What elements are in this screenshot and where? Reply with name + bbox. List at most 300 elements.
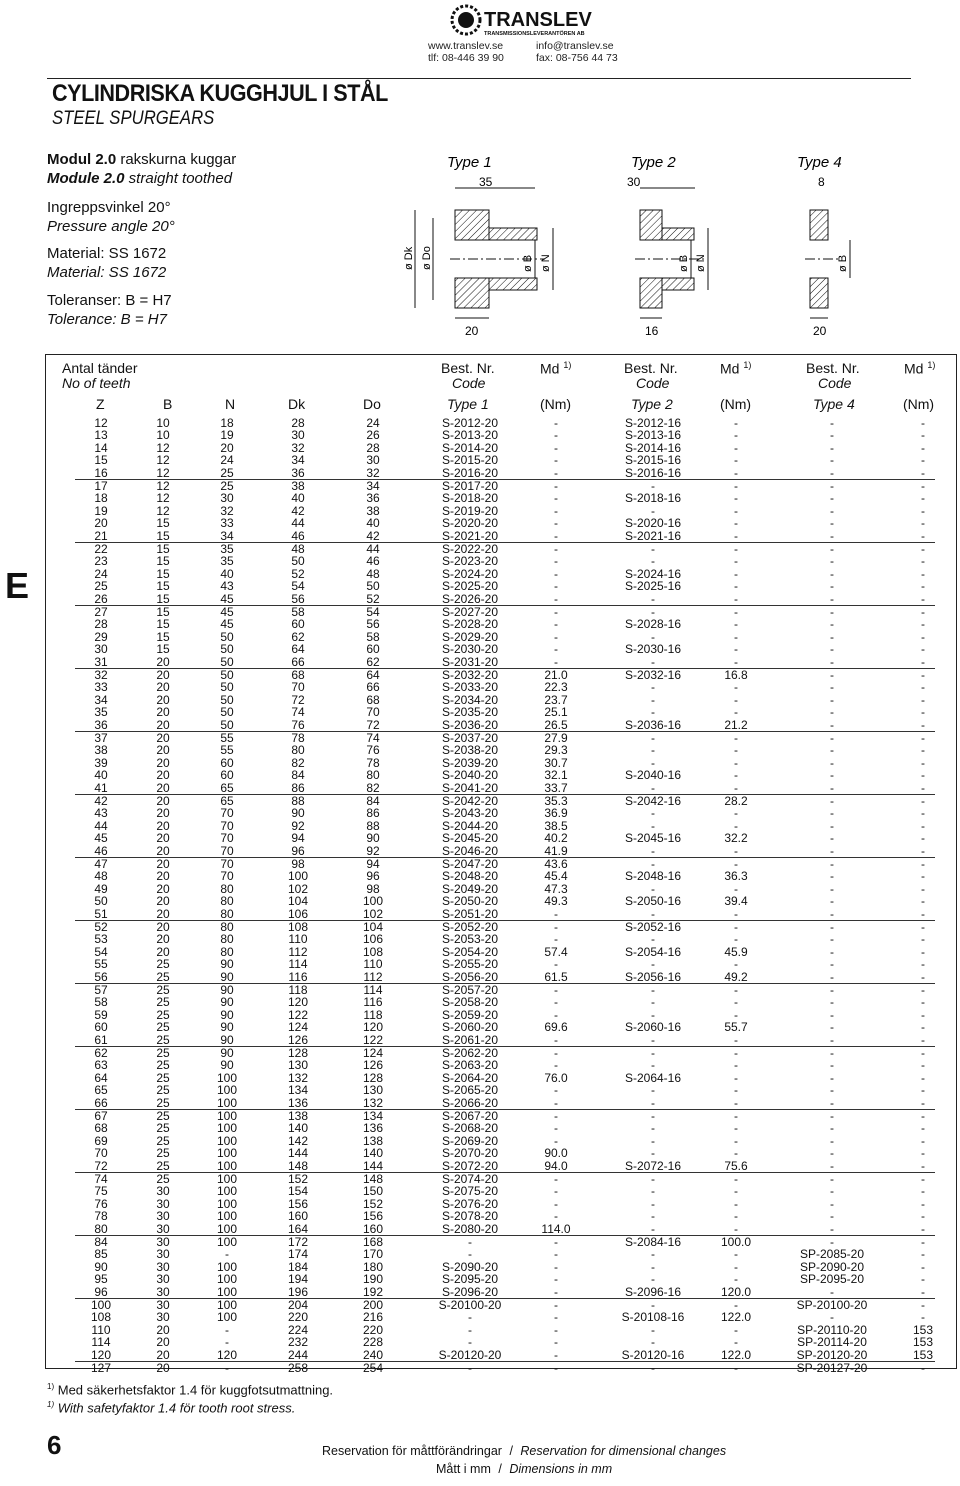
table-cell: 144 — [362, 1158, 384, 1173]
table-cell: 120 — [216, 1347, 238, 1362]
table-cell: S-2025-20 — [441, 579, 499, 594]
table-cell: - — [651, 591, 655, 606]
table-cell: - — [651, 1184, 655, 1199]
table-cell: 82 — [366, 780, 380, 795]
table-cell: 20 — [156, 780, 170, 795]
table-cell: 80 — [291, 743, 305, 758]
table-cell: 100 — [216, 1083, 238, 1098]
table-cell: - — [554, 1259, 558, 1274]
table-cell: 76 — [291, 717, 305, 732]
table-cell: - — [921, 869, 925, 884]
table-cell: 92 — [366, 843, 380, 858]
table-cell: - — [554, 1184, 558, 1199]
table-cell: S-2070-20 — [441, 1146, 499, 1161]
phone-text: tlf: 08-446 39 90 — [428, 52, 504, 64]
table-row — [46, 845, 956, 858]
table-cell: 50 — [291, 554, 305, 569]
col-dk: Dk — [288, 396, 306, 412]
table-cell: - — [830, 705, 834, 720]
table-cell: - — [734, 1070, 738, 1085]
table-cell: S-2072-16 — [624, 1158, 682, 1173]
table-cell: 100 — [216, 1171, 238, 1186]
table-cell: - — [554, 906, 558, 921]
table-cell: S-2068-20 — [441, 1121, 499, 1136]
table-row — [46, 858, 956, 871]
table-cell: 122 — [362, 1032, 384, 1047]
table-cell: 30 — [156, 1310, 170, 1325]
table-cell: - — [921, 806, 925, 821]
table-cell: 134 — [287, 1083, 309, 1098]
table-cell: - — [651, 843, 655, 858]
code-1: Code — [452, 375, 486, 391]
table-cell: - — [830, 995, 834, 1010]
table-cell: - — [921, 642, 925, 657]
table-cell: - — [651, 743, 655, 758]
table-cell: 50 — [220, 629, 234, 644]
table-cell: - — [554, 428, 558, 443]
table-row — [46, 530, 956, 543]
table-cell: 67 — [94, 1108, 108, 1123]
table-row — [46, 883, 956, 896]
table-cell: - — [921, 1095, 925, 1110]
table-cell: - — [554, 1121, 558, 1136]
table-cell: - — [734, 1322, 738, 1337]
table-cell: 80 — [220, 944, 234, 959]
table-cell: - — [734, 1083, 738, 1098]
table-cell: S-2013-20 — [441, 428, 499, 443]
table-cell: 20 — [156, 1335, 170, 1350]
table-cell: - — [554, 642, 558, 657]
table-cell: S-20120-20 — [438, 1347, 502, 1362]
table-cell: - — [734, 1095, 738, 1110]
table-cell: - — [734, 579, 738, 594]
table-cell: S-2050-20 — [441, 894, 499, 909]
table-cell: 21 — [94, 528, 108, 543]
table-row — [46, 1198, 956, 1211]
table-cell: - — [554, 982, 558, 997]
table-cell: 25 — [156, 1007, 170, 1022]
table-cell: 130 — [362, 1083, 384, 1098]
table-cell: - — [554, 1095, 558, 1110]
table-cell: - — [921, 1272, 925, 1287]
table-cell: - — [651, 1335, 655, 1350]
table-row — [46, 618, 956, 631]
table-cell: 90 — [220, 995, 234, 1010]
table-cell: 120 — [90, 1347, 112, 1362]
table-cell: - — [921, 1284, 925, 1299]
table-cell: 38.5 — [544, 818, 568, 833]
table-cell: S-2045-20 — [441, 831, 499, 846]
table-cell: - — [554, 566, 558, 581]
table-cell: 45.9 — [724, 944, 748, 959]
table-cell: - — [830, 818, 834, 833]
table-cell: S-2056-20 — [441, 969, 499, 984]
table-cell: 128 — [287, 1045, 309, 1060]
table-cell: - — [554, 465, 558, 480]
table-cell: 100 — [216, 1184, 238, 1199]
table-cell: - — [554, 415, 558, 430]
table-cell: 100 — [216, 1209, 238, 1224]
table-cell: 55 — [220, 730, 234, 745]
table-cell: S-2058-20 — [441, 995, 499, 1010]
table-cell: 100 — [216, 1310, 238, 1325]
table-cell: 80 — [220, 906, 234, 921]
col-do: Do — [363, 396, 381, 412]
table-cell: - — [734, 995, 738, 1010]
table-cell: S-2032-16 — [624, 667, 682, 682]
table-cell: - — [734, 1184, 738, 1199]
table-cell: S-2014-20 — [441, 440, 499, 455]
table-row — [46, 568, 956, 581]
table-cell: S-2038-20 — [441, 743, 499, 758]
type1-drawing — [403, 175, 553, 338]
module-sv: Modul 2.0 rakskurna kuggar — [47, 151, 237, 168]
table-cell: S-2022-20 — [441, 541, 499, 556]
table-row — [46, 908, 956, 921]
table-cell: 120 — [287, 995, 309, 1010]
table-cell: - — [554, 1209, 558, 1224]
code-2: Code — [636, 375, 670, 391]
reservation-note: Reservation för måttförändringar / Reservation for dimensional changes — [322, 1444, 727, 1458]
table-cell: S-2024-20 — [441, 566, 499, 581]
table-cell: 98 — [291, 856, 305, 871]
table-cell: - — [830, 478, 834, 493]
table-cell: - — [830, 843, 834, 858]
table-row — [46, 681, 956, 694]
table-cell: 21.0 — [544, 667, 568, 682]
table-cell: 94 — [366, 856, 380, 871]
table-cell: - — [734, 919, 738, 934]
table-cell: - — [921, 1221, 925, 1236]
material-en: Material: SS 1672 — [47, 264, 167, 281]
svg-text:ø Dk: ø Dk — [403, 246, 415, 270]
table-cell: S-2032-20 — [441, 667, 499, 682]
svg-text:ø B: ø B — [837, 254, 849, 272]
table-row — [46, 895, 956, 908]
table-row — [46, 782, 956, 795]
table-cell: 50 — [220, 692, 234, 707]
table-row — [46, 543, 956, 556]
table-cell: 240 — [362, 1347, 384, 1362]
table-cell: - — [734, 465, 738, 480]
table-row — [46, 694, 956, 707]
table-cell: - — [651, 503, 655, 518]
table-cell: 30 — [156, 1196, 170, 1211]
table-cell: - — [651, 680, 655, 695]
teeth-header-sv: Antal tänder — [62, 360, 138, 376]
table-cell: 112 — [363, 969, 383, 984]
table-cell: 124 — [287, 1020, 309, 1035]
table-cell: - — [921, 1209, 925, 1224]
web-link[interactable]: www.translev.se — [428, 40, 504, 52]
table-cell: 66 — [94, 1095, 108, 1110]
table-cell: - — [921, 1196, 925, 1211]
table-cell: - — [830, 1020, 834, 1035]
table-row — [46, 643, 956, 656]
table-cell: 106 — [362, 932, 384, 947]
table-cell: S-2075-20 — [441, 1184, 499, 1199]
table-cell: - — [734, 566, 738, 581]
table-cell: S-2018-16 — [624, 491, 682, 506]
table-cell: S-2016-16 — [624, 465, 682, 480]
table-cell: 15 — [156, 541, 170, 556]
table-row — [46, 1286, 956, 1299]
table-cell: 76 — [94, 1196, 108, 1211]
table-cell: - — [734, 1335, 738, 1350]
table-cell: - — [734, 1146, 738, 1161]
table-cell: - — [468, 1322, 472, 1337]
table-cell: 46 — [94, 843, 108, 858]
table-cell: 48 — [366, 566, 380, 581]
table-cell: 108 — [362, 944, 384, 959]
table-cell: 98 — [366, 881, 380, 896]
table-cell: 86 — [366, 806, 380, 821]
logo-text: TRANSLEV — [484, 9, 592, 31]
table-cell: 33 — [94, 680, 108, 695]
table-cell: S-2051-20 — [441, 906, 499, 921]
table-cell: - — [921, 491, 925, 506]
table-cell: - — [651, 1221, 655, 1236]
table-cell: S-2028-16 — [624, 617, 682, 632]
table-cell: S-2057-20 — [441, 982, 499, 997]
table-cell: - — [651, 1095, 655, 1110]
table-cell: 94.0 — [544, 1158, 568, 1173]
table-cell: 22 — [94, 541, 108, 556]
table-cell: 36 — [291, 465, 305, 480]
table-cell: 40 — [94, 768, 108, 783]
table-cell: 96 — [366, 869, 380, 884]
table-cell: S-2040-20 — [441, 768, 499, 783]
table-cell: S-2055-20 — [441, 957, 499, 972]
svg-text:8: 8 — [818, 175, 825, 189]
table-cell: - — [830, 453, 834, 468]
table-cell: 15 — [156, 617, 170, 632]
table-cell: - — [651, 1322, 655, 1337]
table-cell: - — [830, 1133, 834, 1148]
col-type2: Type 2 — [631, 396, 673, 412]
table-cell: - — [921, 1184, 925, 1199]
table-cell: 44 — [366, 541, 380, 556]
table-cell: 70 — [94, 1146, 108, 1161]
table-cell: 20 — [156, 806, 170, 821]
table-cell: SP-20120-20 — [796, 1347, 868, 1362]
table-cell: - — [651, 730, 655, 745]
angle-en: Pressure angle 20° — [47, 218, 175, 235]
table-cell: - — [554, 1335, 558, 1350]
table-cell: 20 — [156, 856, 170, 871]
table-cell: 33.7 — [544, 780, 568, 795]
table-cell: - — [734, 642, 738, 657]
table-cell: - — [734, 1171, 738, 1186]
table-cell: 36 — [366, 491, 380, 506]
table-cell: - — [734, 1272, 738, 1287]
table-cell: - — [921, 1146, 925, 1161]
table-cell: - — [921, 894, 925, 909]
table-cell: S-2021-20 — [441, 528, 499, 543]
table-cell: S-2027-20 — [441, 604, 499, 619]
table-cell: - — [734, 730, 738, 745]
table-row — [46, 1009, 956, 1022]
table-cell: 15 — [156, 579, 170, 594]
table-cell: - — [651, 856, 655, 871]
table-cell: - — [554, 1247, 558, 1262]
table-cell: 70 — [220, 818, 234, 833]
table-cell: - — [830, 932, 834, 947]
table-cell: - — [554, 1133, 558, 1148]
table-cell: - — [554, 491, 558, 506]
table-cell: 30.7 — [544, 755, 568, 770]
table-cell: SP-20110-20 — [797, 1322, 867, 1337]
table-cell: 84 — [366, 793, 380, 808]
table-cell: 74 — [94, 1171, 108, 1186]
table-cell: 100.0 — [720, 1234, 752, 1249]
table-cell: 45 — [220, 617, 234, 632]
email-link[interactable]: info@translev.se — [536, 40, 614, 52]
table-cell: - — [830, 1108, 834, 1123]
table-cell: 28 — [94, 617, 108, 632]
table-cell: 124 — [362, 1045, 384, 1060]
table-cell: - — [554, 1032, 558, 1047]
table-cell: - — [830, 491, 834, 506]
table-cell: 50 — [220, 642, 234, 657]
table-cell: 25 — [156, 1020, 170, 1035]
table-cell: - — [921, 591, 925, 606]
table-cell: - — [830, 1007, 834, 1022]
table-cell: - — [554, 1310, 558, 1325]
table-cell: 80 — [220, 919, 234, 934]
table-cell: 25 — [156, 1095, 170, 1110]
table-row — [46, 669, 956, 682]
table-cell: - — [830, 541, 834, 556]
table-cell: 144 — [287, 1146, 309, 1161]
translev-logo — [450, 4, 600, 38]
table-cell: 70 — [220, 806, 234, 821]
table-cell: - — [554, 919, 558, 934]
table-cell: 35 — [220, 541, 234, 556]
table-row — [46, 1349, 956, 1362]
table-row — [46, 631, 956, 644]
table-cell: 20 — [156, 881, 170, 896]
table-cell: 54 — [366, 604, 380, 619]
table-cell: - — [921, 1007, 925, 1022]
table-cell: 122.0 — [720, 1310, 752, 1325]
table-cell: S-20100-20 — [438, 1297, 502, 1312]
table-cell: - — [830, 528, 834, 543]
table-cell: 20 — [156, 692, 170, 707]
table-cell: - — [921, 705, 925, 720]
table-cell: 180 — [362, 1259, 384, 1274]
table-cell: 102 — [287, 881, 309, 896]
table-cell: - — [651, 1171, 655, 1186]
table-cell: 82 — [291, 755, 305, 770]
table-row — [46, 1248, 956, 1261]
table-cell: S-2062-20 — [441, 1045, 499, 1060]
table-cell: S-2042-16 — [624, 793, 682, 808]
table-cell: 156 — [362, 1209, 384, 1224]
table-cell: S-2015-16 — [624, 453, 682, 468]
table-cell: 70 — [220, 831, 234, 846]
table-cell: 132 — [362, 1095, 384, 1110]
table-cell: 20 — [156, 768, 170, 783]
table-cell: 148 — [287, 1158, 309, 1173]
table-cell: 34 — [94, 692, 108, 707]
table-cell: - — [734, 415, 738, 430]
table-cell: - — [921, 692, 925, 707]
table-row — [46, 580, 956, 593]
table-cell: S-2017-20 — [441, 478, 499, 493]
table-cell: - — [921, 428, 925, 443]
table-cell: 94 — [291, 831, 305, 846]
table-cell: 90 — [220, 969, 234, 984]
table-row — [46, 971, 956, 984]
table-cell: 20 — [156, 894, 170, 909]
table-cell: - — [830, 667, 834, 682]
table-cell: 134 — [362, 1108, 384, 1123]
table-cell: 20 — [156, 1347, 170, 1362]
table-cell: 76.0 — [544, 1070, 568, 1085]
table-cell: - — [734, 528, 738, 543]
table-cell: 132 — [287, 1070, 309, 1085]
table-cell: - — [830, 503, 834, 518]
table-cell: - — [554, 957, 558, 972]
table-cell: 12 — [94, 415, 108, 430]
table-cell: 15 — [156, 516, 170, 531]
table-cell: 40 — [366, 516, 380, 531]
table-cell: - — [651, 1007, 655, 1022]
contact-mail — [536, 40, 618, 64]
table-cell: 90 — [94, 1259, 108, 1274]
table-cell: - — [734, 692, 738, 707]
table-cell: - — [734, 780, 738, 795]
table-cell: - — [651, 780, 655, 795]
table-cell: - — [734, 1121, 738, 1136]
table-cell: - — [651, 1121, 655, 1136]
table-cell: - — [921, 465, 925, 480]
table-cell: S-2048-20 — [441, 869, 499, 884]
table-row — [46, 870, 956, 883]
table-cell: - — [734, 491, 738, 506]
table-cell: 42 — [366, 528, 380, 543]
table-row — [46, 1034, 956, 1047]
table-row — [46, 820, 956, 833]
table-cell: 50 — [220, 680, 234, 695]
table-row — [46, 593, 956, 606]
table-cell: 80 — [220, 881, 234, 896]
table-cell: - — [921, 503, 925, 518]
table-cell: - — [734, 1209, 738, 1224]
table-cell: S-2078-20 — [441, 1209, 499, 1224]
table-row — [46, 1273, 956, 1286]
table-cell: 85 — [94, 1247, 108, 1262]
tolerance-sv: Toleranser: B = H7 — [47, 292, 172, 309]
table-cell: S-2049-20 — [441, 881, 499, 896]
contact-web — [428, 40, 504, 64]
table-cell: S-2013-16 — [624, 428, 682, 443]
table-cell: 25 — [220, 465, 234, 480]
table-cell: - — [734, 617, 738, 632]
table-cell: 100 — [90, 1297, 112, 1312]
table-cell: - — [830, 629, 834, 644]
table-cell: S-2039-20 — [441, 755, 499, 770]
table-row — [46, 732, 956, 745]
table-cell: 72 — [94, 1158, 108, 1173]
table-cell: 70 — [220, 856, 234, 871]
table-cell: 69 — [94, 1133, 108, 1148]
table-cell: - — [921, 1020, 925, 1035]
col-nm-2: (Nm) — [720, 396, 752, 412]
table-cell: 120.0 — [720, 1284, 752, 1299]
table-cell: 15 — [94, 453, 108, 468]
